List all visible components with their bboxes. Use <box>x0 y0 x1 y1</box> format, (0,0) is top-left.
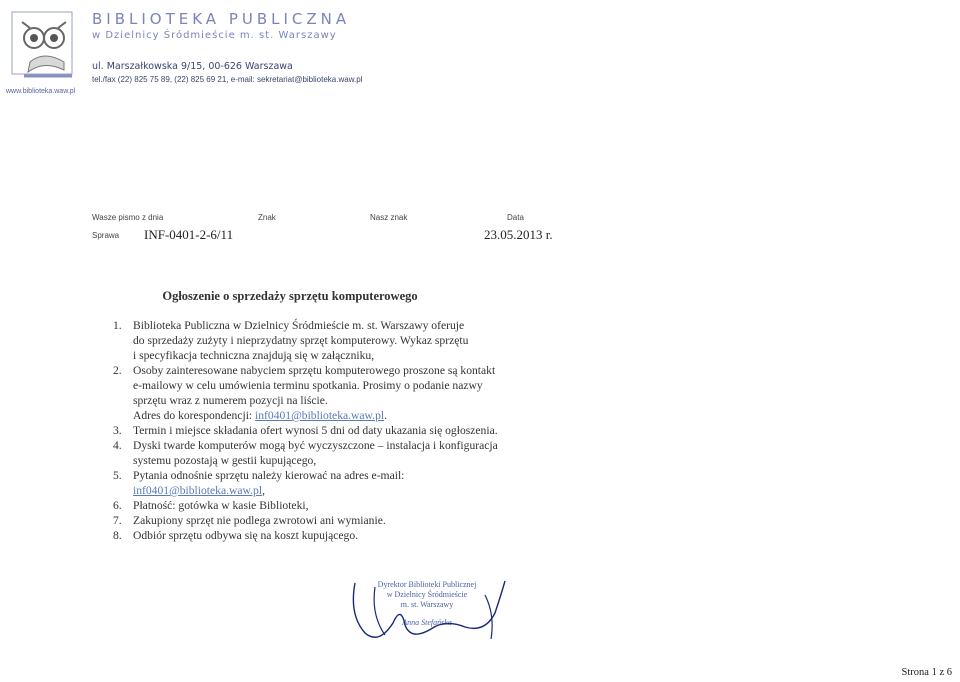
item-text: Biblioteka Publiczna w Dzielnicy Śródmieście m. st. Warszawy oferuje <box>133 319 465 332</box>
list-item <box>113 468 583 498</box>
item-text: Osoby zainteresowane nabyciem sprzętu komputerowego proszone są kontakt <box>133 364 496 377</box>
list-item <box>113 363 583 423</box>
address-suffix: . <box>384 409 387 422</box>
list-item <box>113 318 583 363</box>
item-text: Termin i miejsce składania ofert wynosi 5 dni od daty ukazania się ogłoszenia. <box>133 424 498 437</box>
website-url: www.biblioteka.waw.pl <box>6 88 76 95</box>
item-number: 2. <box>113 364 122 377</box>
item-number: 5. <box>113 469 122 482</box>
label-nasz-znak: Nasz znak <box>370 213 408 222</box>
label-znak: Znak <box>258 213 276 222</box>
item-text: Odbiór sprzętu odbywa się na koszt kupującego. <box>133 529 359 542</box>
page-number: Strona 1 z 6 <box>901 667 952 678</box>
stamp-line-3: m. st. Warszawy <box>400 600 454 609</box>
item-number: 7. <box>113 514 122 527</box>
label-sprawa: Sprawa <box>92 231 120 240</box>
address-line: ul. Marszałkowska 9/15, 00-626 Warszawa <box>92 61 293 72</box>
email-line <box>133 483 583 498</box>
item-text: do sprzedaży zużyty i nieprzydatny sprzęt komputerowy. Wykaz sprzętu <box>133 334 469 347</box>
item-number: 1. <box>113 319 122 332</box>
contact-line: tel./fax (22) 825 75 89, (22) 825 69 21, e-mail: sekretariat@biblioteka.waw.pl <box>92 75 363 84</box>
stamp-signature-name: Anna Stefańska <box>402 618 452 627</box>
list-item <box>113 528 583 543</box>
list-item <box>113 438 583 468</box>
label-wasze-pismo: Wasze pismo z dnia <box>92 213 164 222</box>
stamp-line-1: Dyrektor Biblioteki Publicznej <box>377 580 477 589</box>
item-text: Zakupiony sprzęt nie podlega zwrotowi ani wymianie. <box>133 514 386 527</box>
item-number: 8. <box>113 529 122 542</box>
library-subtitle: w Dzielnicy Śródmieście m. st. Warszawy <box>92 30 337 41</box>
announcement-title: Ogłoszenie o sprzedaży sprzętu komputerowego <box>162 289 418 303</box>
document-date: 23.05.2013 r. <box>484 227 553 242</box>
email-suffix: , <box>262 484 265 497</box>
list-item <box>113 513 583 528</box>
item-number: 6. <box>113 499 122 512</box>
owl-logo-icon <box>10 10 82 90</box>
item-number: 4. <box>113 439 122 452</box>
list-item <box>113 498 583 513</box>
item-text: i specyfikacja techniczna znajdują się w załączniku, <box>133 349 375 362</box>
item-number: 3. <box>113 424 122 437</box>
library-name: BIBLIOTEKA PUBLICZNA <box>92 10 351 28</box>
label-data: Data <box>507 213 524 222</box>
item-text: sprzętu wraz z numerem pozycji na liście. <box>133 394 328 407</box>
item-text: Dyski twarde komputerów mogą być wyczyszczone – instalacja i konfiguracja <box>133 439 498 452</box>
email-link[interactable]: inf0401@biblioteka.waw.pl <box>255 409 385 422</box>
case-number: INF-0401-2-6/11 <box>144 227 234 242</box>
address-prefix: Adres do korespondencji: <box>133 409 256 422</box>
stamp-line-2: w Dzielnicy Śródmieście <box>386 590 468 599</box>
list-item <box>113 423 583 438</box>
director-stamp <box>345 575 510 645</box>
item-text: Płatność: gotówka w kasie Biblioteki, <box>133 499 309 512</box>
item-text: e-mailowy w celu umówienia terminu spotkania. Prosimy o podanie nazwy <box>133 379 483 392</box>
item-text: systemu pozostają w gestii kupującego, <box>133 454 317 467</box>
item-text: Pytania odnośnie sprzętu należy kierować na adres e-mail: <box>133 469 405 482</box>
email-link[interactable]: inf0401@biblioteka.waw.pl <box>133 484 263 497</box>
address-line <box>133 408 583 423</box>
announcement-list <box>113 318 583 543</box>
